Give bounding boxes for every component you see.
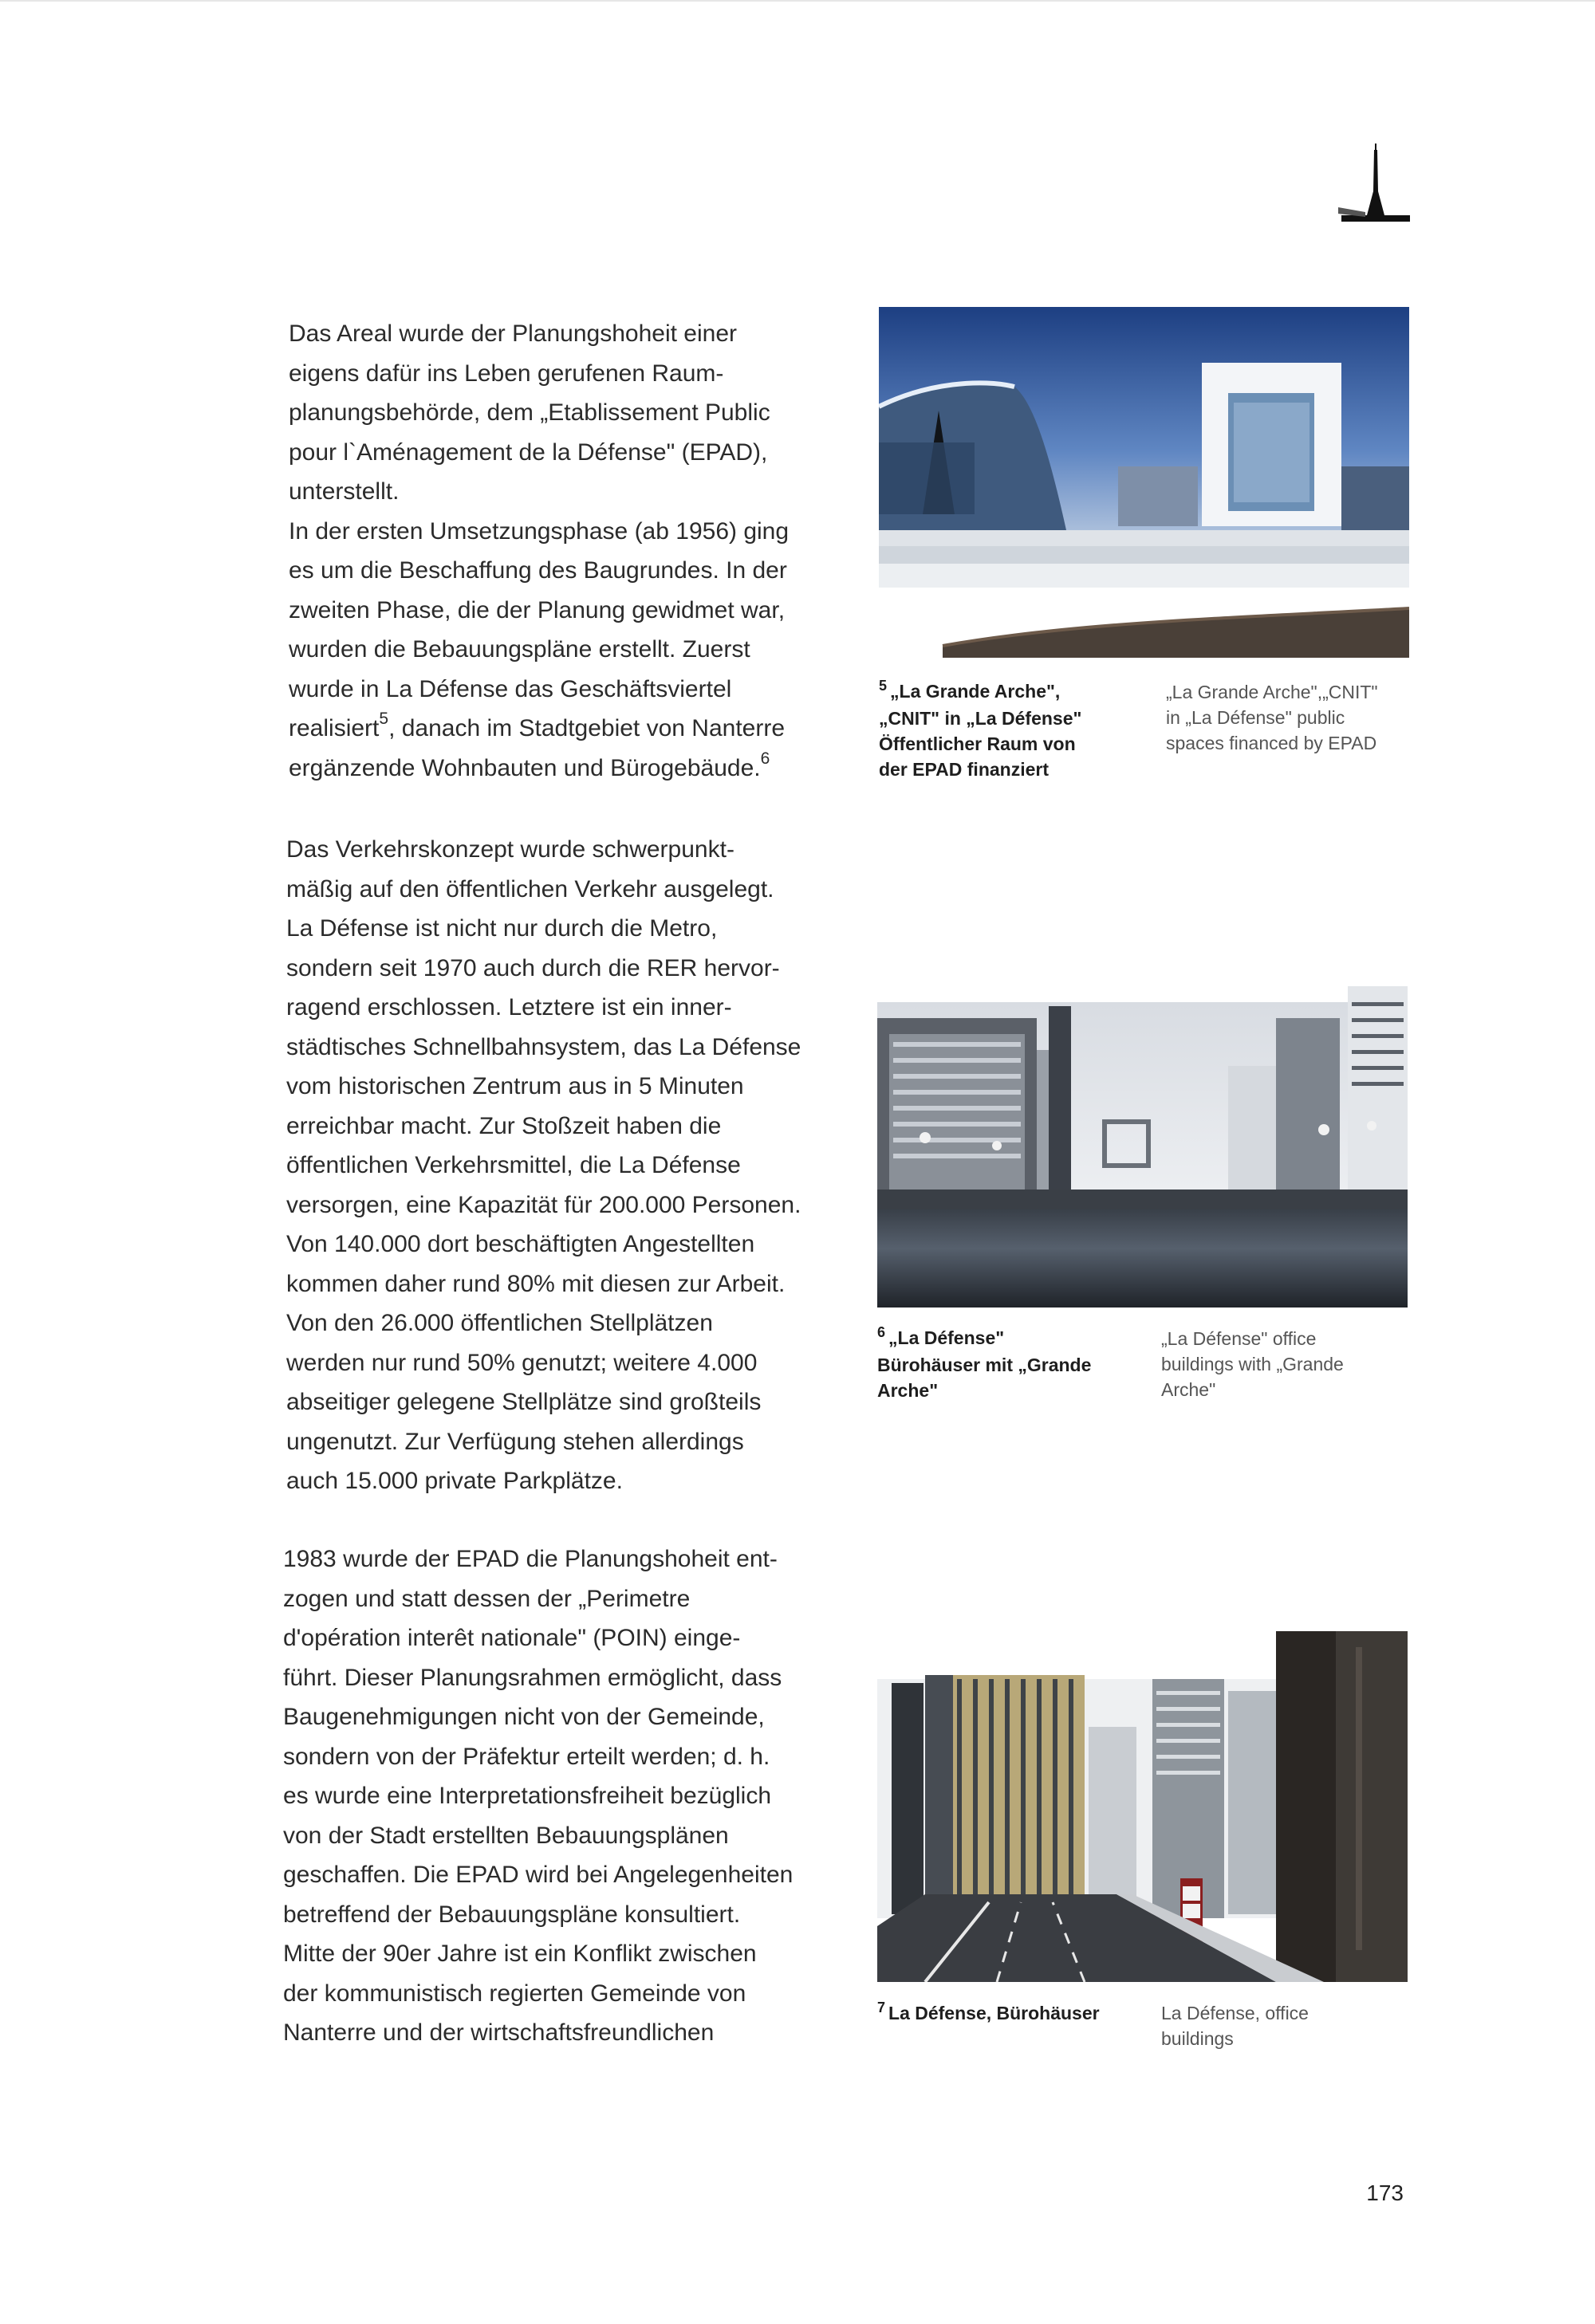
text-line: werden nur rund 50% genutzt; weitere 4.000 bbox=[286, 1349, 758, 1376]
text-line: eigens dafür ins Leben gerufenen Raum- bbox=[289, 360, 724, 387]
page-edge-line bbox=[0, 0, 1595, 2]
text-line: unterstellt. bbox=[289, 478, 400, 505]
caption-text: „La Défense" bbox=[888, 1327, 1005, 1348]
text-fragment: , danach im Stadtgebiet von Nanterre bbox=[388, 715, 786, 741]
caption-line: Öffentlicher Raum von bbox=[879, 733, 1076, 754]
text-line: 1983 wurde der EPAD die Planungshoheit ent- bbox=[283, 1546, 778, 1572]
text-line: Baugenehmigungen nicht von der Gemeinde, bbox=[283, 1704, 765, 1730]
text-line: ungenutzt. Zur Verfügung stehen allerdings bbox=[286, 1428, 744, 1455]
text-line: geschaffen. Die EPAD wird bei Angelegenheiten bbox=[283, 1862, 794, 1888]
caption-line: „La Grande Arche",„CNIT" bbox=[1166, 682, 1378, 702]
text-line: abseitiger gelegene Stellplätze sind großteils bbox=[286, 1389, 762, 1415]
text-line: pour l`Aménagement de la Défense" (EPAD), bbox=[289, 438, 768, 466]
text-line: Mitte der 90er Jahre ist ein Konflikt zwischen bbox=[283, 1941, 757, 1967]
text-line: La Défense ist nicht nur durch die Metro, bbox=[286, 915, 718, 942]
text-line bbox=[289, 749, 789, 788]
photo-la-defense-office-water bbox=[877, 986, 1408, 1307]
text-line bbox=[289, 709, 789, 749]
photo-la-defense-office-road bbox=[877, 1631, 1408, 1982]
text-line: es wurde eine Interpretationsfreiheit bezüglich bbox=[283, 1783, 772, 1809]
text-line: sondern von der Präfektur erteilt werden; d. h. bbox=[283, 1743, 770, 1770]
text-line: öffentlichen Verkehrsmittel, die La Défense bbox=[286, 1152, 741, 1178]
caption-figure-7-english bbox=[1161, 2000, 1309, 2051]
text-line: es um die Beschaffung des Baugrundes. In der bbox=[289, 557, 787, 584]
text-line: ragend erschlossen. Letztere ist ein inner- bbox=[286, 994, 732, 1020]
text-line: wurde in La Défense das Geschäftsviertel bbox=[289, 675, 732, 702]
text-line: führt. Dieser Planungsrahmen ermöglicht, dass bbox=[283, 1664, 782, 1691]
caption-line bbox=[877, 2000, 1100, 2027]
caption-text: „La Grande Arche", bbox=[890, 681, 1061, 702]
paragraph-areal bbox=[289, 314, 789, 788]
figure-number: 6 bbox=[877, 1324, 886, 1340]
figure-number: 5 bbox=[879, 678, 888, 694]
text-line: d'opération interêt nationale" (POIN) einge- bbox=[283, 1625, 741, 1651]
caption-line: spaces financed by EPAD bbox=[1166, 733, 1377, 753]
caption-line: buildings with „Grande bbox=[1161, 1354, 1344, 1374]
caption-figure-5-english bbox=[1166, 679, 1378, 756]
caption-figure-6-english bbox=[1161, 1326, 1344, 1402]
footnote-ref-6: 6 bbox=[760, 749, 770, 768]
text-line: vom historischen Zentrum aus in 5 Minuten bbox=[286, 1073, 744, 1099]
caption-line: Arche" bbox=[877, 1380, 939, 1401]
text-line: In der ersten Umsetzungsphase (ab 1956) ging bbox=[289, 517, 790, 545]
paragraph-verkehr bbox=[286, 830, 801, 1501]
eiffel-tower-icon bbox=[1332, 144, 1420, 231]
text-line: Von 140.000 dort beschäftigten Angestellten bbox=[286, 1231, 755, 1257]
text-line: Nanterre und der wirtschaftsfreundlichen bbox=[283, 2019, 715, 2046]
figure-number: 7 bbox=[877, 2000, 886, 2015]
text-line: städtisches Schnellbahnsystem, das La Défense bbox=[286, 1033, 801, 1060]
text-line: planungsbehörde, dem „Etablissement Public bbox=[289, 399, 770, 426]
text-line: Von den 26.000 öffentlichen Stellplätzen bbox=[286, 1310, 713, 1336]
caption-line: in „La Défense" public bbox=[1166, 707, 1345, 728]
caption-line: buildings bbox=[1161, 2028, 1234, 2049]
caption-line: „La Défense" office bbox=[1161, 1328, 1317, 1349]
caption-line: „CNIT" in „La Défense" bbox=[879, 708, 1082, 729]
text-line: sondern seit 1970 auch durch die RER hervor- bbox=[286, 954, 780, 981]
caption-line: Arche" bbox=[1161, 1379, 1216, 1400]
page-number: 173 bbox=[1366, 2180, 1404, 2205]
text-line: betreffend der Bebauungspläne konsultiert. bbox=[283, 1901, 741, 1928]
text-line: zweiten Phase, die der Planung gewidmet war, bbox=[289, 596, 786, 623]
paragraph-planungshoheit bbox=[283, 1540, 793, 2053]
photo-grande-arche-cnit bbox=[879, 307, 1409, 658]
text-line: Das Areal wurde der Planungshoheit einer bbox=[289, 320, 738, 347]
caption-line: La Défense, office bbox=[1161, 2003, 1309, 2023]
caption-line bbox=[877, 1325, 1091, 1352]
caption-line: der EPAD finanziert bbox=[879, 759, 1049, 780]
text-line: kommen daher rund 80% mit diesen zur Arbeit. bbox=[286, 1270, 786, 1297]
text-fragment: realisiert bbox=[289, 715, 380, 741]
caption-figure-5 bbox=[879, 678, 1081, 782]
text-line: mäßig auf den öffentlichen Verkehr ausgelegt. bbox=[286, 875, 774, 902]
text-fragment: ergänzende Wohnbauten und Bürogebäude. bbox=[289, 754, 761, 781]
caption-line bbox=[879, 678, 1081, 706]
text-line: auch 15.000 private Parkplätze. bbox=[286, 1468, 623, 1494]
caption-figure-6 bbox=[877, 1325, 1091, 1403]
caption-line: Bürohäuser mit „Grande bbox=[877, 1355, 1092, 1375]
text-line: der kommunistisch regierten Gemeinde von bbox=[283, 1980, 746, 2007]
text-line: wurden die Bebauungspläne erstellt. Zuerst bbox=[289, 636, 750, 663]
text-line: Das Verkehrskonzept wurde schwerpunkt- bbox=[286, 836, 734, 863]
footnote-ref-5: 5 bbox=[379, 710, 389, 728]
text-line: versorgen, eine Kapazität für 200.000 Personen. bbox=[286, 1191, 801, 1218]
caption-text: La Défense, Bürohäuser bbox=[888, 2003, 1100, 2023]
caption-figure-7 bbox=[877, 2000, 1100, 2027]
text-line: von der Stadt erstellten Bebauungsplänen bbox=[283, 1822, 729, 1849]
text-line: erreichbar macht. Zur Stoßzeit haben die bbox=[286, 1112, 722, 1139]
text-line: zogen und statt dessen der „Perimetre bbox=[283, 1585, 691, 1612]
